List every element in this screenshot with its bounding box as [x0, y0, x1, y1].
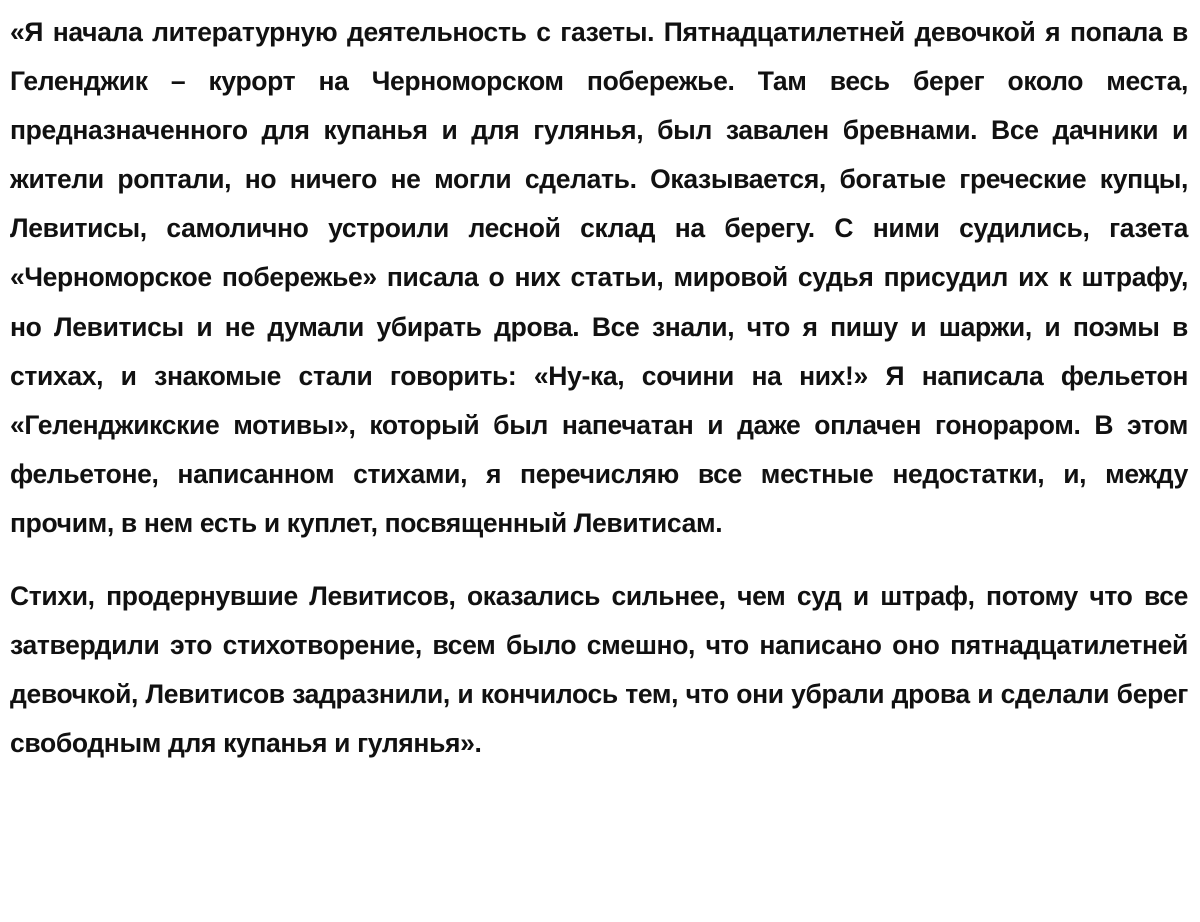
paragraph-2: Стихи, продернувшие Левитисов, оказались сильнее, чем суд и штраф, потому что все затвердили это стихотворение, всем было смешно, что написано оно пятнадцатилетней девочкой, Левитисов задразнили, и кончилось тем, что они убрали дрова и сделали берег свободным для купанья и гулянья».: [10, 581, 1188, 759]
paragraph-1: «Я начала литературную деятельность с газеты. Пятнадцатилетней девочкой я попала в Геленджик – курорт на Черноморском побережье. Там весь берег около места, предназначенного для купанья и для гулянья, был завален бревнами. Все дачники и жители роптали, но ничего не могли сделать. Оказывается, богатые греческие купцы, Левитисы, самолично устроили лесной склад на берегу. С ними судились, газета «Черноморское побережье» писала о них статьи, мировой судья присудил их к штрафу, но Левитисы и не думали убирать дрова. Все знали, что я пишу и шаржи, и поэмы в стихах, и знакомые стали говорить: «Ну-ка, сочини на них!» Я написала фельетон «Геленджикские мотивы», который был напечатан и даже оплачен гонораром. В этом фельетоне, написанном стихами, я перечисляю все местные недостатки, и, между прочим, в нем есть и куплет, посвященный Левитисам.: [10, 17, 1188, 538]
document-page: [10, 8, 1188, 768]
